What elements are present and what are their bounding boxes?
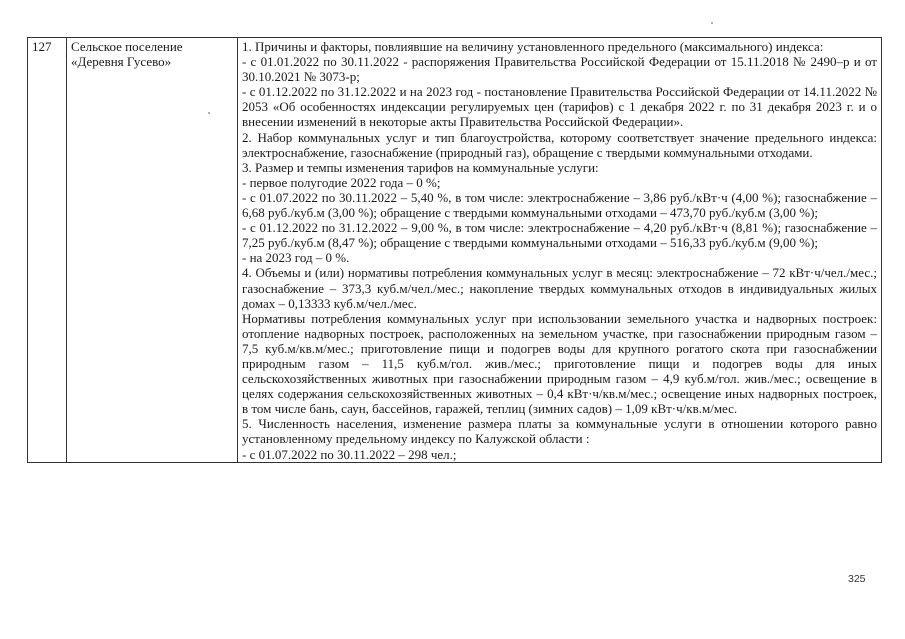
- paragraph-12: 5. Численность населения, изменение размера платы за коммунальные услуги в отношении которого равно установленному предельному индексу по Калужской области :: [242, 416, 877, 447]
- settlement-name-line-1: Сельское поселение: [71, 39, 183, 54]
- page-number: 325: [848, 573, 866, 585]
- table-row: [28, 38, 882, 463]
- paragraph-5: 3. Размер и темпы изменения тарифов на коммунальные услуги:: [242, 159, 599, 175]
- tariff-table: [27, 37, 882, 463]
- paragraph-7: - с 01.07.2022 по 30.11.2022 – 5,40 %, в том числе: электроснабжение – 3,86 руб./кВт·ч (4,00 %); газоснабжение – 6,68 руб./куб.м (3,00 %); обращение с твердыми коммунальными отходами – 473,70 руб./куб.м (3,00 %);: [242, 189, 877, 221]
- paragraph-2: - с 01.01.2022 по 30.11.2022 - распоряжения Правительства Российской Федерации от 15.11.2018 № 2490–р и от 30.10.2021 № 3073-р;: [242, 54, 877, 85]
- paragraph-4: 2. Набор коммунальных услуг и тип благоустройства, которому соответствует значение предельного индекса: электроснабжение, газоснабжение (природный газ), обращение с твердыми коммунальными отходами.: [242, 129, 877, 160]
- settlement-name-cell: [67, 38, 238, 463]
- scan-speck: [208, 112, 210, 114]
- paragraph-9: - на 2023 год – 0 %.: [242, 250, 350, 266]
- settlement-name-line-2: «Деревня Гусево»: [71, 54, 172, 70]
- paragraph-8: - с 01.12.2022 по 31.12.2022 – 9,00 %, в том числе: электроснабжение – 4,20 руб./кВт·ч (8,81 %); газоснабжение – 7,25 руб./куб.м (8,47 %); обращение с твердыми коммунальными отходами – 516,33 руб./куб.м (9,00 %);: [242, 220, 877, 251]
- paragraph-13: - с 01.07.2022 по 30.11.2022 – 298 чел.;: [242, 446, 457, 462]
- paragraph-6: - первое полугодие 2022 года – 0 %;: [242, 174, 441, 190]
- paragraph-1: 1. Причины и факторы, повлиявшие на величину установленного предельного (максимального) индекса:: [242, 39, 824, 54]
- row-number: 127: [28, 38, 67, 463]
- paragraph-11: Нормативы потребления коммунальных услуг при использовании земельного участка и надворных построек: отопление надворных построек, расположенных на земельном участке, при газоснабжении природным газом – 7,5 куб.м/кв.м/мес.; приготовление пищи и подогрев воды для крупного рогатого скота при газоснабжении природным газом – 11,5 куб.м/гол. жив./мес.; приготовление пищи и подогрев воды для иных сельскохозяйственных животных при газоснабжении природным газом – 4,9 куб.м/гол. жив./мес.; освещение в целях содержания сельскохозяйственных животных – 0,4 кВт·ч/кв.м/мес.; освещение иных надворных построек, в том числе бань, саун, бассейнов, гаражей, теплиц (зимних садов) – 1,09 кВт·ч/кв.м/мес.: [242, 310, 877, 417]
- paragraph-3: - с 01.12.2022 по 31.12.2022 и на 2023 год - постановление Правительства Российской Федерации от 14.11.2022 № 2053 «Об особенностях индексации регулируемых цен (тарифов) с 1 декабря 2022 г. по 31 декабря 2023 г. и о внесении изменений в некоторые акты Правительства Российской Федерации».: [242, 84, 877, 130]
- paragraph-10: 4. Объемы и (или) нормативы потребления коммунальных услуг в месяц: электроснабжение – 72 кВт·ч/чел./мес.; газоснабжение – 373,3 куб.м/чел./мес.; накопление твердых коммунальных отходов в индивидуальных жилых домах – 0,13333 куб.м/чел./мес.: [242, 265, 877, 311]
- description-cell: [238, 38, 882, 463]
- scan-speck: [711, 22, 713, 24]
